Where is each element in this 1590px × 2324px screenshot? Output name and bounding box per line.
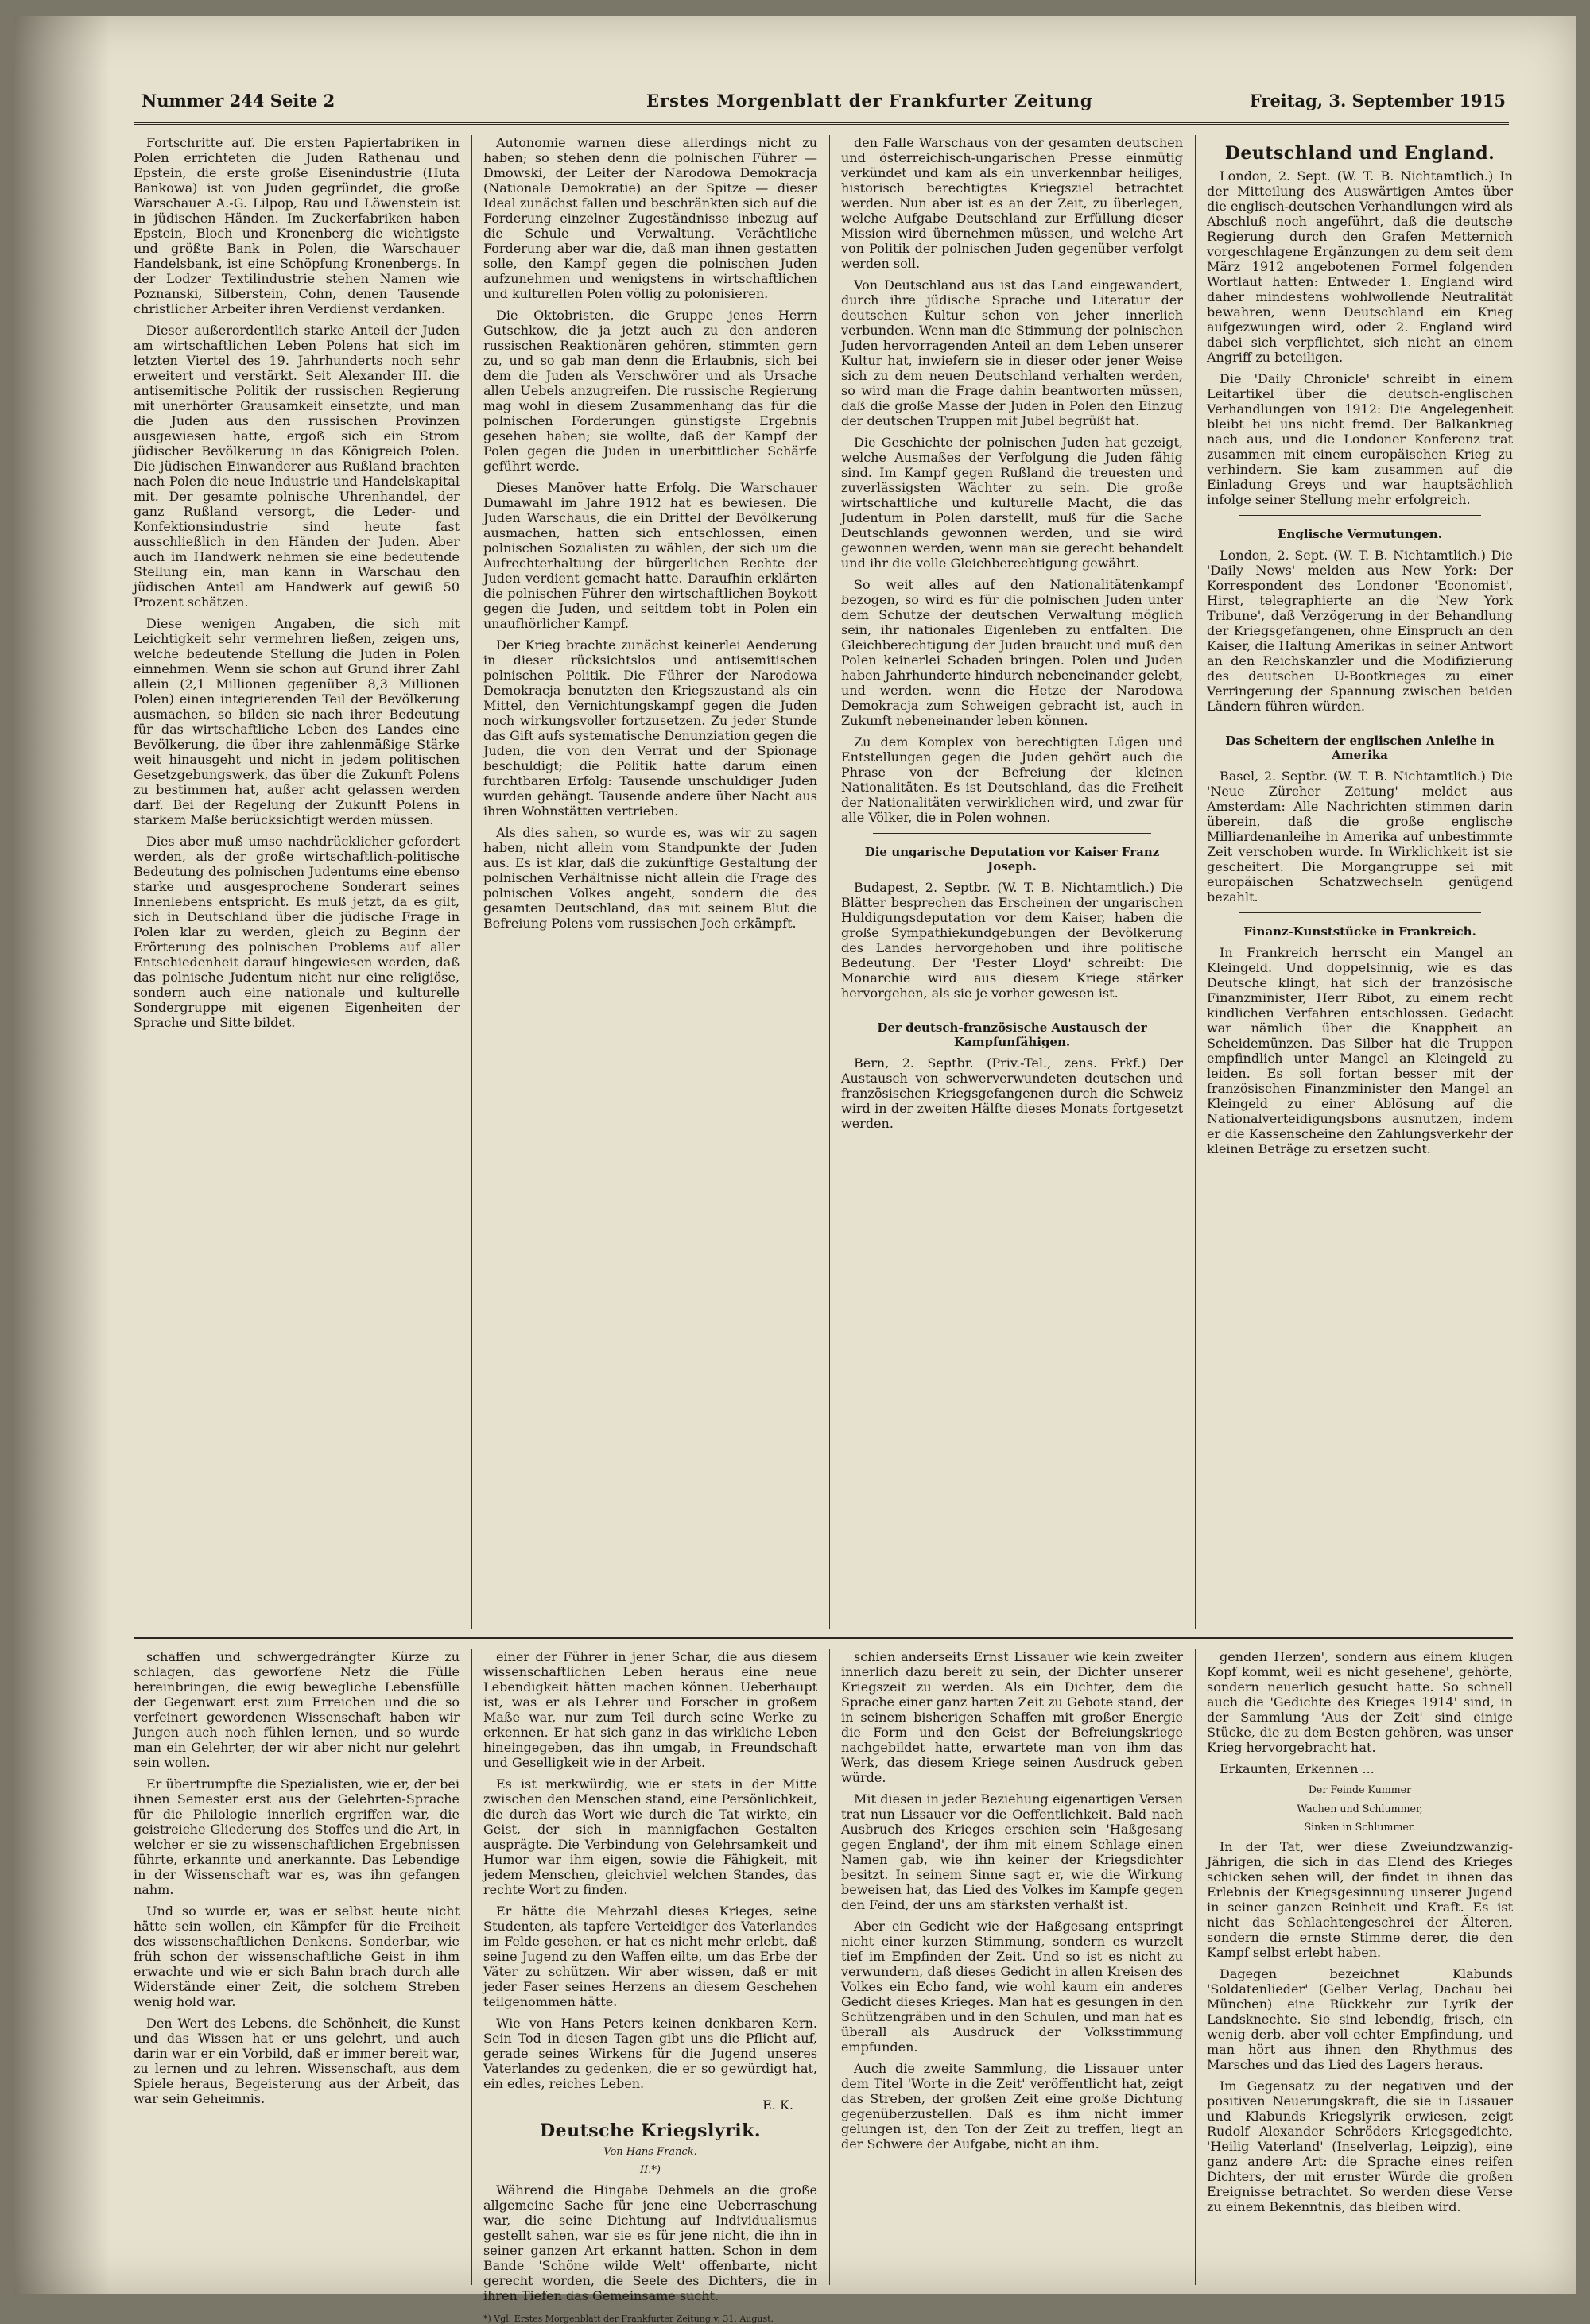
part-number: II.*)	[640, 2164, 661, 2176]
paragraph: London, 2. Sept. (W. T. B. Nichtamtlich.) In der Mitteilung des Auswärtigen Amtes über die englisch-deutschen Verhandlungen wird als Abschluß noch angeführt, daß die deutsche Regierung durch den Grafen Metternich vorgeschlagene Ergänzungen zu dem seit dem März 1912 angebotenen Formel folgenden Wortlaut hatten: Entweder 1. England wird daher mindestens wohlwollende Neutralität bewahren, wenn Deutschland ein Krieg aufgezwungen wird, oder 2. England wird dabei sich verpflichtet, sich nicht an einem Angriff zu beteiligen.	[1207, 168, 1513, 365]
paragraph: Mit diesen in jeder Beziehung eigenartigen Versen trat nun Lissauer vor die Oeffentlichkeit. Bald nach Ausbruch des Krieges erschien sein 'Haßgesang gegen England', der ihm mit einem Schlage einen Namen gab, wie ihn keiner der Kriegsdichter besitzt. In seinem Sinne sagt er, wie die Wirkung beweisen hat, das Lied des Volkes im Kampfe gegen den Feind, der uns am stärksten verhaßt ist.	[841, 1791, 1183, 1912]
verse-line: Sinken in Schlummer.	[1304, 1821, 1416, 1834]
paragraph: Die 'Daily Chronicle' schreibt in einem Leitartikel über die deutsch-englischen Verhandlungen von 1912: Die Angelegenheit bleibt bei uns nicht fremd. Der Balkankrieg nach aus, und die Londoner Konferenz trat zusammen mit einem europäischen Krieg zu verhindern. Sie kam zusammen auf die Einladung Greys und war hauptsächlich infolge seiner Stellung mehr erfolgreich.	[1207, 371, 1513, 507]
paragraph: einer der Führer in jener Schar, die aus diesem wissenschaftlichen Leben heraus eine neue Lebendigkeit hätten machen können. Ueberhaupt ist, was er als Lehrer und Forscher in großem Maße war, nur zum Teil durch seine Werke zu erkennen. Er hat sich ganz in das wirkliche Leben hineingegeben, das ihn umgab, in Freundschaft und Geselligkeit wie in der Arbeit.	[483, 1649, 817, 1770]
article-divider	[1239, 912, 1481, 913]
bottom-column-3	[841, 1649, 1183, 2285]
column-rule	[471, 135, 472, 1629]
paragraph: genden Herzen', sondern aus einem klugen Kopf kommt, weil es nicht gesehene', gehörte, sondern neuerlich gesucht hatte. So schnell auch die 'Gedichte des Krieges 1914' sind, in der Sammlung 'Aus der Zeit' sind einige Stücke, die zu dem Besten gehören, was unser Krieg hervorgebracht hat.	[1207, 1649, 1513, 1755]
paragraph: Er hätte die Mehrzahl dieses Krieges, seine Studenten, als tapfere Verteidiger des Vaterlandes im Felde gesehen, er hat es nicht mehr erlebt, daß seine Jugend zu den Waffen eilte, um das Erbe der Väter zu schützen. Wir aber wissen, daß er mit jeder Faser seines Herzens an diesem Geschehen teilgenommen hätte.	[483, 1904, 817, 2009]
article-divider	[1239, 515, 1481, 516]
top-column-3	[841, 135, 1183, 1629]
paragraph: London, 2. Sept. (W. T. B. Nichtamtlich.) Die 'Daily News' melden aus New York: Der Korrespondent des Londoner 'Economist', Hirst, telegraphierte an die 'New York Tribune', daß Verzögerung in der Behandlung der Kriegsgefangenen, ohne Einspruch an den Kaiser, die Haltung Amerikas in seiner Antwort an den Reichskanzler und die Modifizierung des deutschen U-Bootkrieges zu einer Verringerung der Spannung zwischen beiden Ländern führen würden.	[1207, 548, 1513, 714]
paragraph: Die Oktobristen, die Gruppe jenes Herrn Gutschkow, die ja jetzt auch zu den anderen russischen Reaktionären gehören, stimmten gern zu, und so gab man denn die Erlaubnis, sich bei dem die Juden als Verschwörer und als Ursache allen Uebels anzugreifen. Die russische Regierung mag wohl in diesem Zusammenhang das für die polnischen Forderungen günstigste Ergebnis gesehen haben; sie wollte, daß der Kampf der Polen gegen die Juden in unerbittlicher Schärfe geführt werde.	[483, 308, 817, 474]
paragraph: Von Deutschland aus ist das Land eingewandert, durch ihre jüdische Sprache und Literatur der deutschen Kultur schon von jeher innerlich verbunden. Wenn man die Stimmung der polnischen Juden hervorragenden Anteil an dem Leben unserer Kultur hat, inwiefern sie in dieser oder jener Weise sich zu dem neuen Deutschland verhalten werden, so wird man die Frage dahin beantworten müssen, daß die große Masse der Juden in Polen den Einzug der deutschen Truppen mit Jubel begrüßt hat.	[841, 277, 1183, 428]
paragraph: Im Gegensatz zu der negativen und der positiven Neuerungskraft, die sie in Lissauer und Klabunds Kriegslyrik erwiesen, zeigt Rudolf Alexander Schröders Kriegsgedichte, 'Heilig Vaterland' (Inselverlag, Leipzig), eine ganz andere Art: die Sprache eines reifen Dichters, der mit ernster Würde die großen Ereignisse betrachtet. So werden diese Verse zu einem Bekenntnis, das bleiben wird.	[1207, 2078, 1513, 2214]
paragraph: So weit alles auf den Nationalitätenkampf bezogen, so wird es für die polnischen Juden unter dem Schutze der deutschen Verwaltung möglich sein, ihr nationales Eigenleben zu entfalten. Die Gleichberechtigung der Juden braucht und muß den Polen keinerlei Schaden bringen. Polen und Juden haben Jahrhunderte hindurch nebeneinander gelebt, und werden, wenn die Hetze der Narodowa Demokracja zum Schweigen gebracht ist, auch in Zukunft nebeneinander leben können.	[841, 577, 1183, 728]
paragraph: Dagegen bezeichnet Klabunds 'Soldatenlieder' (Gelber Verlag, Dachau bei München) eine Rückkehr zur Lyrik der Landsknechte. Sie sind lebendig, frisch, ein wenig derb, aber voll echter Empfindung, und man hört aus ihnen den Rhythmus des Marsches und das Lied des Lagers heraus.	[1207, 1966, 1513, 2072]
paragraph: Fortschritte auf. Die ersten Papierfabriken in Polen errichteten die Juden Rathenau und Epstein, die erste große Eisenindustrie (Huta Bankowa) ist von Juden gegründet, die große Warschauer A.-G. Lilpop, Rau und Löwenstein ist in jüdischen Händen. Im Zuckerfabriken haben Epstein, Bloch und Kronenberg die wichtigste und größte Bank in Polen, die Warschauer Handelsbank, ist eine Schöpfung Kronenbergs. In der Lodzer Textilindustrie stehen Namen wie Poznanski, Silberstein, Cohn, denen Tausende christlicher Arbeiter ihren Verdienst verdanken.	[134, 135, 460, 316]
article-title: Englische Vermutungen.	[1278, 527, 1442, 541]
paragraph: Dieses Manöver hatte Erfolg. Die Warschauer Dumawahl im Jahre 1912 hat es bewiesen. Die Juden Warschaus, die ein Drittel der Bevölkerung ausmachen, hatten sich entschlossen, einen polnischen Sozialisten zu wählen, der sich um die Aufrechterhaltung der bürgerlichen Rechte der Juden verdient gemacht hatte. Daraufhin erklärten die polnischen Führer den wirtschaftlichen Boykott gegen die Juden, und seitdem tobt in Polen ein unaufhörlicher Kampf.	[483, 480, 817, 631]
byline: Von Hans Franck.	[603, 2146, 697, 2158]
newspaper-page	[14, 16, 1576, 2324]
paragraph: Dies aber muß umso nachdrücklicher gefordert werden, als der große wirtschaftlich-politische Bedeutung des polnischen Judentums eine ebenso starke und ausgesprochene Sonderart seines Innenlebens entspricht. Es muß jetzt, da es gilt, sich in Deutschland über die jüdische Frage in Polen klar zu werden, gleich zu Beginn der Erörterung des polnischen Problems auf aller Entschiedenheit darauf hingewiesen werden, daß das polnische Judentum nicht nur eine religiöse, sondern auch eine nationale und kulturelle Sondergruppe mit eigenen Eigenheiten der Sprache und Sitte bildet.	[134, 834, 460, 1030]
paragraph: Als dies sahen, so wurde es, was wir zu sagen haben, nicht allein vom Standpunkte der Juden aus. Es ist klar, daß die zukünftige Gestaltung der polnischen Verhältnisse nicht allein die Frage des polnischen Volkes angeht, sondern die des gesamten Deutschland, das mit seinem Blut die Befreiung Polens vom russischen Joch erkämpft.	[483, 825, 817, 931]
masthead	[134, 78, 1509, 125]
column-rule	[1195, 135, 1196, 1629]
paragraph: schaffen und schwergedrängter Kürze zu schlagen, das geworfene Netz die Fülle hereinbringen, die ewig bewegliche Lebensfülle der Gegenwart erst zum Erreichen und die so verfeinert gewordenen Wissenschaft haben wir Jungen auch noch fühlen lernen, und so wurde man ein Gelehrter, der wir aber nicht nur gelehrt sein wollen.	[134, 1649, 460, 1770]
article-title: Finanz-Kunststücke in Frankreich.	[1243, 924, 1476, 939]
paragraph: Und so wurde er, was er selbst heute nicht hätte sein wollen, ein Kämpfer für die Freiheit des wissenschaftlichen Denkens. Sonderbar, wie früh schon der wissenschaftliche Geist in ihm erwachte und wie er sich Bahn brach durch alle Widerstände einer Zeit, die solchem Streben wenig hold war.	[134, 1904, 460, 2009]
section-separator	[134, 1637, 1513, 1639]
column-rule	[829, 135, 830, 1629]
article-title: Das Scheitern der englischen Anleihe in Amerika	[1225, 734, 1495, 762]
paragraph: Erkaunten, Erkennen ...	[1220, 1761, 1375, 1776]
paragraph: Aber ein Gedicht wie der Haßgesang entspringt nicht einer kurzen Stimmung, sondern es wurzelt tief im Empfinden der Zeit. Und so ist es nicht zu verwundern, daß dieses Gedicht in allen Kreisen des Volkes ein Echo fand, wie wohl kaum ein anderes Gedicht dieses Krieges. Man hat es gesungen in den Schützengräben und in den Schulen, und man hat es überall als Ausdruck der Volksstimmung empfunden.	[841, 1919, 1183, 2055]
column-rule	[471, 1649, 472, 2285]
issue-and-page-number: Nummer 244 Seite 2	[142, 91, 335, 110]
paragraph: In der Tat, wer diese Zweiundzwanzig-Jährigen, die sich in das Elend des Krieges schicken sehen will, der findet in ihnen das Erlebnis der Kriegsgesinnung unserer Jugend in seiner ganzen Reinheit und Kraft. Es ist nicht das Schlachtengeschrei der Älteren, sondern die ernste Stimme derer, die den Kampf selbst erlebt haben.	[1207, 1838, 1513, 1960]
paragraph: In Frankreich herrscht ein Mangel an Kleingeld. Und doppelsinnig, wie es das Deutsche klingt, hat sich der französische Finanzminister, Herr Ribot, zu einem recht kindlichen Verfahren entschlossen. Gedacht war nämlich über die Knappheit an Scheidemünzen. Das Silber hat die Truppen empfindlich unter Mangel an Kleingeld zu leiden. Es soll fortan besser mit der französischen Finanzminister den Mangel an Kleingeld zu einer Ablösung auf die Nationalverteidigungsbons ausnutzen, indem er die Kassenscheine den Zahlungsverkehr der kleinen Beträge zu ersetzen sucht.	[1207, 945, 1513, 1156]
paragraph: Die Geschichte der polnischen Juden hat gezeigt, welche Ausmaßes der Verfolgung die Juden fähig sind. Im Kampf gegen Rußland die treuesten und zuverlässigsten Wächter zu sein. Die große wirtschaftliche und kulturelle Macht, die das Judentum in Polen darstellt, muß für die Sache Deutschlands gewonnen werden, und sie wird gewonnen werden, wenn man sie gerecht behandelt und ihr die volle Gleichberechtigung gewährt.	[841, 435, 1183, 571]
paragraph: Der Krieg brachte zunächst keinerlei Aenderung in dieser rücksichtslos und antisemitischen polnischen Politik. Die Führer der Narodowa Demokracja benutzten den Kriegszustand als ein Mittel, den Vernichtungskampf gegen die Juden noch wirkungsvoller fortzusetzen. Zu jeder Stunde das Gift aufs systematische Denunziation gegen die Juden, die von den Verrat und der Spionage beschuldigt; die Politik hatte darum einen furchtbaren Erfolg: Tausende unschuldiger Juden wurden gehängt. Tausende andere über Nacht aus ihren Wohnstätten vertrieben.	[483, 637, 817, 819]
headline: Deutsche Kriegslyrik.	[540, 2121, 761, 2141]
paragraph: schien anderseits Ernst Lissauer wie kein zweiter innerlich dazu bereit zu sein, der Dichter unserer Kriegszeit zu werden. Als ein Dichter, dem die Sprache einer ganz harten Zeit zu Gebote stand, der in seinem bisherigen Schaffen mit großer Energie die Form und den Geist der Befreiungskriege nachgebildet hatte, erwartete man von ihm das Werk, das diesem Kriege seinen Ausdruck geben würde.	[841, 1649, 1183, 1785]
paragraph: den Falle Warschaus von der gesamten deutschen und österreichisch-ungarischen Presse einmütig verkündet und kam als ein unverkennbar heiliges, historisch berechtigtes Kriegsziel betrachtet werden. Nun aber ist es an der Zeit, zu überlegen, welche Aufgabe Deutschland zur Erfüllung dieser Mission wird übernehmen müssen, und welche Art von Politik der polnischen Juden gegenüber verfolgt werden soll.	[841, 135, 1183, 271]
paragraph: Dieser außerordentlich starke Anteil der Juden am wirtschaftlichen Leben Polens hat sich im letzten Viertel des 19. Jahrhunderts noch sehr erweitert und verstärkt. Seit Alexander III. die antisemitische Politik der russischen Regierung mit unerhörter Grausamkeit einsetzte, und man die Juden aus den russischen Provinzen ausgewiesen hatte, ergoß sich ein Strom jüdischer Bevölkerung in das Königreich Polen. Die jüdischen Einwanderer aus Rußland brachten nach Polen die neue Industrie und Handelskapital mit. Der gesamte polnische Uhrenhandel, der ganz Rußland versorgt, die Leder- und Konfektionsindustrie sind heute fast ausschließlich in den Händen der Juden. Aber auch im Handwerk nehmen sie eine bedeutende Stellung ein, man kann in Warschau den jüdischen Anteil am Handwerk auf gewiß 50 Prozent schätzen.	[134, 323, 460, 610]
top-column-1	[134, 135, 460, 1629]
article-signature: E. K.	[762, 2097, 793, 2113]
bottom-column-4	[1207, 1649, 1513, 2285]
headline: Deutschland und England.	[1224, 143, 1495, 164]
verse-line: Der Feinde Kummer	[1308, 1784, 1412, 1795]
bottom-column-2	[483, 1649, 817, 2324]
paragraph: Autonomie warnen diese allerdings nicht zu haben; so stehen denn die polnischen Führer — Dmowski, der Leiter der Narodowa Demokracja (Nationale Demokratie) an der Spitze — dieser Ideal zunächst fallen und beschränkten sich auf die Forderung einzelner Zugeständnisse inbezug auf die Schule und Verwaltung. Verächtliche Forderung aber war die, daß man ihnen gestatten solle, den Kampf gegen die polnischen Juden aufzunehmen und wenigstens in wirtschaftlichen und kulturellen Polen völlig zu polonisieren.	[483, 135, 817, 301]
paragraph: Bern, 2. Septbr. (Priv.-Tel., zens. Frkf.) Der Austausch von schwerverwundeten deutschen und französischen Kriegsgefangenen durch die Schweiz wird in der zweiten Hälfte dieses Monats fortgesetzt werden.	[841, 1055, 1183, 1131]
footnote: *) Vgl. Erstes Morgenblatt der Frankfurter Zeitung v. 31. August.	[483, 2310, 817, 2324]
paragraph: Diese wenigen Angaben, die sich mit Leichtigkeit sehr vermehren ließen, zeigen uns, welche bedeutende Stellung die Juden in Polen einnehmen. Wenn sie schon auf Grund ihrer Zahl allein (2,1 Millionen gegenüber 8,3 Millionen Polen) einen integrierenden Teil der Bevölkerung ausmachen, so bilden sie nach ihrer Bedeutung für das wirtschaftliche Leben des Landes eine Bevölkerung, die über ihre zahlenmäßige Stärke weit hinausgeht und nicht in jedem politischen Gesetzgebungswerk, das über die Zukunft Polens zu bestimmen hat, außer acht gelassen werden darf. Bei der Regelung der Zukunft Polens in starkem Maße berücksichtigt werden müssen.	[134, 616, 460, 827]
paragraph: Den Wert des Lebens, die Schönheit, die Kunst und das Wissen hat er uns gelehrt, und auch darin war er ein Vorbild, daß er immer bereit war, zu lernen und zu lehren. Wissenschaft, aus dem Spiele heraus, Begeisterung aus der Arbeit, das war sein Geheimnis.	[134, 2016, 460, 2106]
newspaper-title: Erstes Morgenblatt der Frankfurter Zeitung	[646, 91, 1093, 110]
top-column-4	[1207, 135, 1513, 1629]
paragraph: Wie von Hans Peters keinen denkbaren Kern. Sein Tod in diesen Tagen gibt uns die Pflicht auf, gerade seines Wirkens für die Jugend unseres Vaterlandes zu gedenken, die er so gewürdigt hat, ein edles, reiches Leben.	[483, 2016, 817, 2091]
article-divider	[873, 833, 1151, 834]
article-title: Der deutsch-französische Austausch der Kampfunfähigen.	[877, 1021, 1147, 1049]
issue-date: Freitag, 3. September 1915	[1249, 91, 1506, 110]
top-column-2	[483, 135, 817, 1629]
paragraph: Er übertrumpfte die Spezialisten, wie er, der bei ihnen Semester erst aus der Gelehrten-Sprache für die Philologie innerlich ergriffen war, die geistreiche Gliederung des Stoffes und die Art, in welcher er sie zu wissenschaftlichen Ergebnissen führte, erkannte und anerkannte. Das Lebendige in der Wissenschaft war es, was ihn gefangen nahm.	[134, 1776, 460, 1897]
column-rule	[1195, 1649, 1196, 2285]
paragraph: Budapest, 2. Septbr. (W. T. B. Nichtamtlich.) Die Blätter besprechen das Erscheinen der ungarischen Huldigungsdeputation vor dem Kaiser, haben die große Sympathiekundgebungen der Bevölkerung des Landes hervorgehoben und ihre politische Bedeutung. Der 'Pester Lloyd' schreibt: Die Monarchie wird aus diesem Kriege stärker hervorgehen, als sie je vorher gewesen ist.	[841, 880, 1183, 1001]
verse-line: Wachen und Schlummer,	[1297, 1802, 1423, 1815]
paragraph: Während die Hingabe Dehmels an die große allgemeine Sache für jene eine Ueberraschung war, die seine Dichtung auf Individualismus gestellt sahen, war sie es für jene nicht, die ihn in seiner ganzen Art erkannt hatten. Schon in dem Bande 'Schöne wilde Welt' offenbarte, nicht gerecht worden, die Seele des Dichters, die in ihren Tiefen das Gemeinsame sucht.	[483, 2183, 817, 2303]
article-title: Die ungarische Deputation vor Kaiser Franz Joseph.	[864, 845, 1160, 873]
paragraph: Es ist merkwürdig, wie er stets in der Mitte zwischen den Menschen stand, eine Persönlichkeit, die durch das Wort wie durch die Tat wirkte, ein Geist, der sich in mannigfachen Gestalten ausprägte. Die Verbindung von Gelehrsamkeit und Humor war ihm eigen, sowie die Fähigkeit, mit jedem Menschen, gleichviel welchen Standes, das rechte Wort zu finden.	[483, 1776, 817, 1897]
paragraph: Zu dem Komplex von berechtigten Lügen und Entstellungen gegen die Juden gehört auch die Phrase von der Befreiung der kleinen Nationalitäten. Es ist Deutschland, das die Freiheit der Nationalitäten verwirklichen wird, und zwar für alle Völker, die in Polen wohnen.	[841, 734, 1183, 825]
book-binding-shadow	[14, 16, 110, 2294]
paragraph: Auch die zweite Sammlung, die Lissauer unter dem Titel 'Worte in die Zeit' veröffentlicht hat, zeigt das Streben, der großen Zeit eine große Dichtung gegenüberzustellen. Daß es ihm nicht immer gelungen ist, den Ton der Zeit zu treffen, liegt an der Schwere der Aufgabe, nicht an ihm.	[841, 2061, 1183, 2152]
paragraph: Basel, 2. Septbr. (W. T. B. Nichtamtlich.) Die 'Neue Zürcher Zeitung' meldet aus Amsterdam: Alle Nachrichten stimmen darin überein, daß die große englische Milliardenanleihe in Amerika auf unbestimmte Zeit verschoben wurde. In Wirklichkeit ist sie gescheitert. Die Morgangruppe sei mit europäischen Schatzwechseln genügend bezahlt.	[1207, 769, 1513, 904]
column-rule	[829, 1649, 830, 2285]
bottom-column-1	[134, 1649, 460, 2285]
